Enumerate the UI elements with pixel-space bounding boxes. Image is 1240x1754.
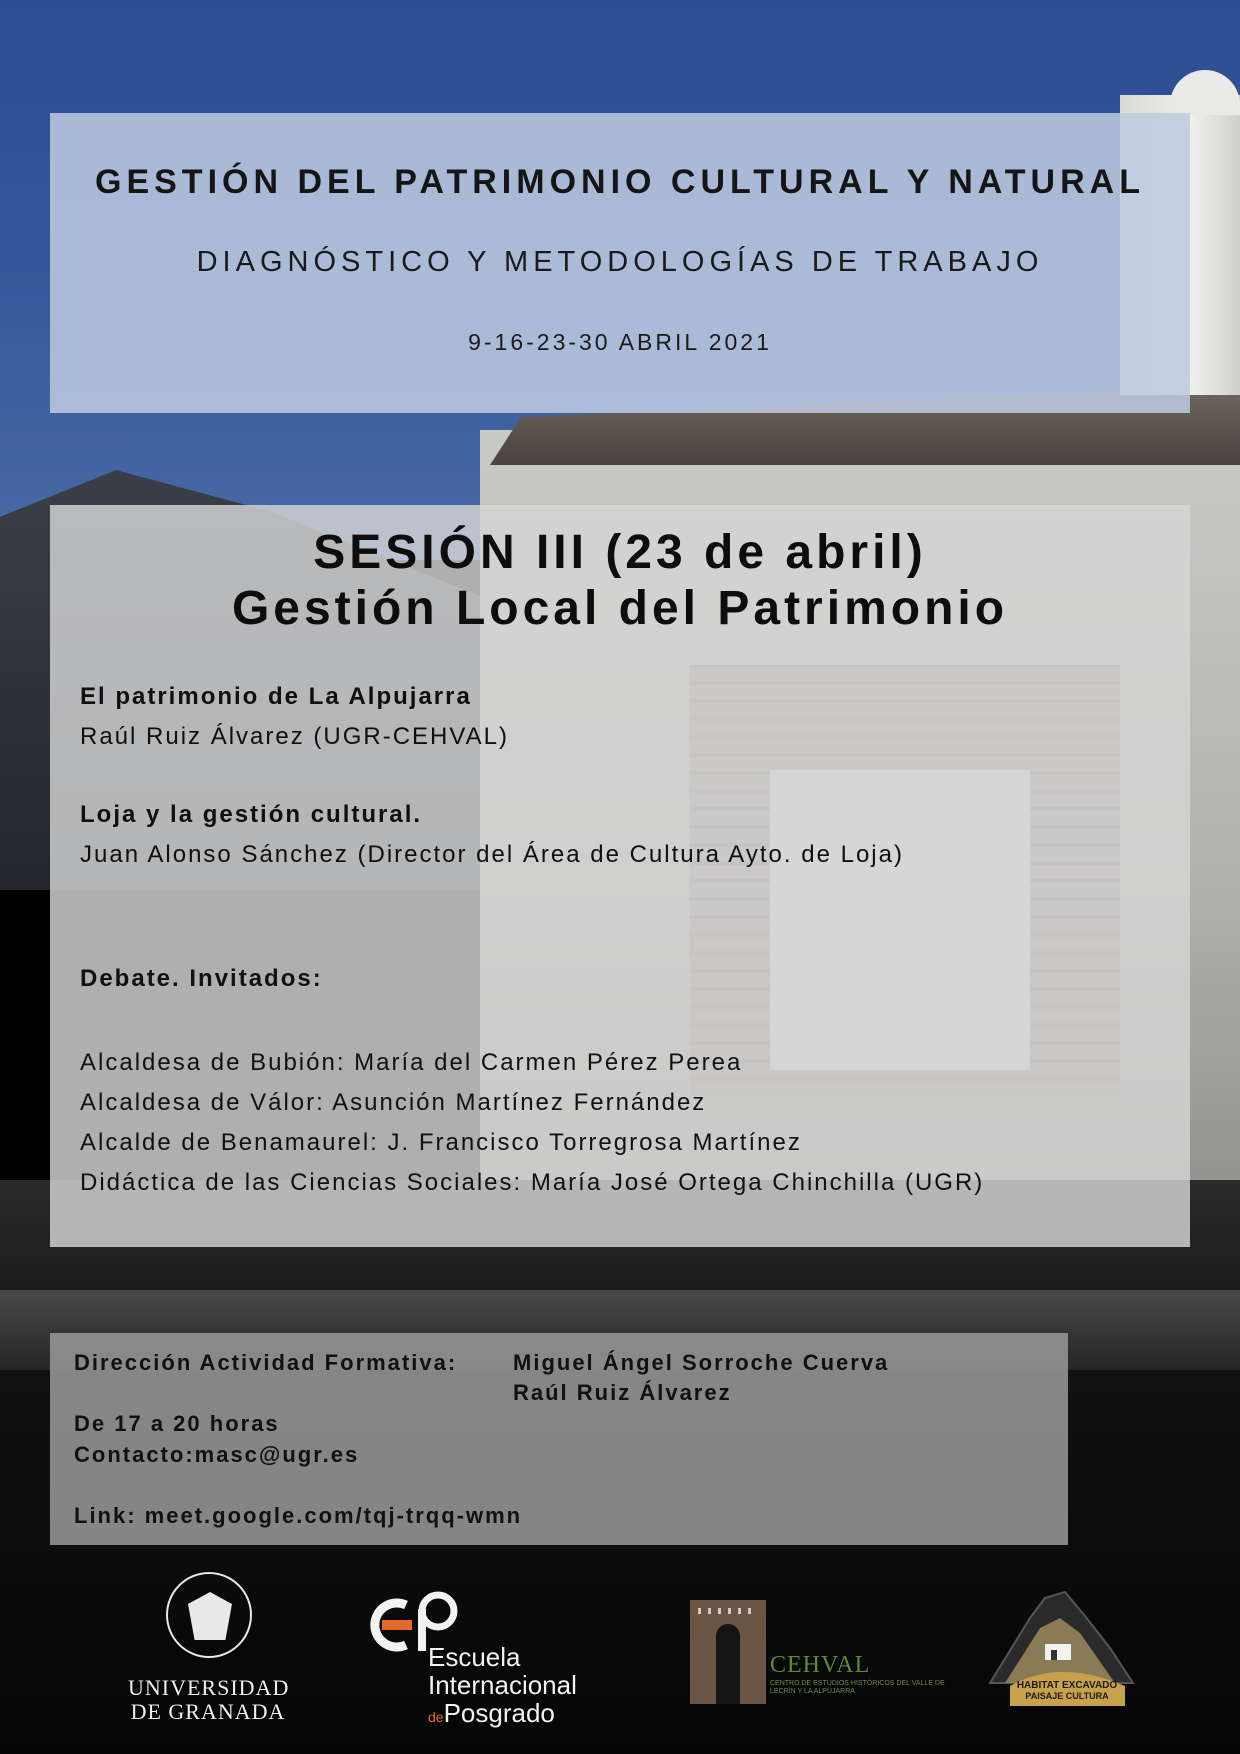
cehval-logo — [690, 1600, 945, 1710]
eip-line3-row — [428, 1699, 577, 1731]
session-title-line1: SESIÓN III (23 de abril) — [313, 526, 927, 579]
director-2: Raúl Ruiz Álvarez — [513, 1380, 732, 1405]
director-1: Miguel Ángel Sorroche Cuerva — [513, 1350, 890, 1375]
cehval-name: CEHVAL — [770, 1652, 871, 1678]
meeting-link[interactable]: Link: meet.google.com/tqj-trqq-wmn — [74, 1503, 523, 1528]
schedule-hours: De 17 a 20 horas — [74, 1411, 280, 1436]
ugr-wordmark — [128, 1676, 288, 1724]
talk-speaker: Juan Alonso Sánchez (Director del Área de Cultura Ayto. de Loja) — [80, 841, 904, 868]
guest-item: Alcaldesa de Bubión: María del Carmen Pérez Perea — [80, 1049, 743, 1076]
info-panel — [50, 1333, 1068, 1545]
course-title: GESTIÓN DEL PATRIMONIO CULTURAL Y NATURAL — [95, 163, 1145, 201]
contact-email[interactable]: Contacto:masc@ugr.es — [74, 1442, 360, 1467]
eip-de: de — [428, 1709, 444, 1725]
habitat-line2: PAISAJE CULTURA — [1025, 1691, 1109, 1701]
session-title — [50, 525, 1190, 637]
talk-title: El patrimonio de La Alpujarra — [80, 683, 472, 710]
eip-line2: Internacional — [428, 1670, 577, 1700]
cehval-subtitle: CENTRO DE ESTUDIOS HISTÓRICOS DEL VALLE DE LECRÍN Y LA ALPUJARRA — [770, 1680, 945, 1695]
course-dates: 9-16-23-30 ABRIL 2021 — [468, 329, 772, 355]
eip-line3: Posgrado — [443, 1698, 555, 1728]
header-panel — [50, 113, 1190, 413]
course-subtitle: DIAGNÓSTICO Y METODOLOGÍAS DE TRABAJO — [196, 246, 1044, 278]
cehval-door-icon — [690, 1600, 766, 1704]
session-panel — [50, 505, 1190, 1247]
talk-speaker: Raúl Ruiz Álvarez (UGR-CEHVAL) — [80, 723, 509, 750]
session-title-line2: Gestión Local del Patrimonio — [231, 582, 1009, 635]
eip-wordmark — [428, 1643, 577, 1731]
habitat-line1: HABITAT EXCAVADO — [1016, 1680, 1118, 1691]
talk-item — [80, 683, 509, 751]
ugr-logo — [128, 1572, 288, 1732]
ugr-line1: UNIVERSIDAD — [128, 1675, 290, 1700]
guest-item: Alcaldesa de Válor: Asunción Martínez Fernández — [80, 1089, 707, 1116]
habitat-logo — [985, 1588, 1135, 1706]
eagle-icon — [188, 1592, 232, 1640]
eip-logo — [368, 1585, 618, 1728]
guest-item: Alcalde de Benamaurel: J. Francisco Torregrosa Martínez — [80, 1129, 802, 1156]
guest-list — [80, 1043, 984, 1203]
talk-item — [80, 801, 904, 869]
ugr-seal-icon — [166, 1572, 252, 1658]
direction-label: Dirección Actividad Formativa: — [74, 1350, 458, 1375]
talk-title: Loja y la gestión cultural. — [80, 801, 423, 828]
guest-item: Didáctica de las Ciencias Sociales: María José Ortega Chinchilla (UGR) — [80, 1169, 985, 1196]
eip-line1: Escuela — [428, 1642, 521, 1672]
debate-heading: Debate. Invitados: — [80, 965, 323, 992]
ugr-line2: DE GRANADA — [130, 1699, 286, 1724]
